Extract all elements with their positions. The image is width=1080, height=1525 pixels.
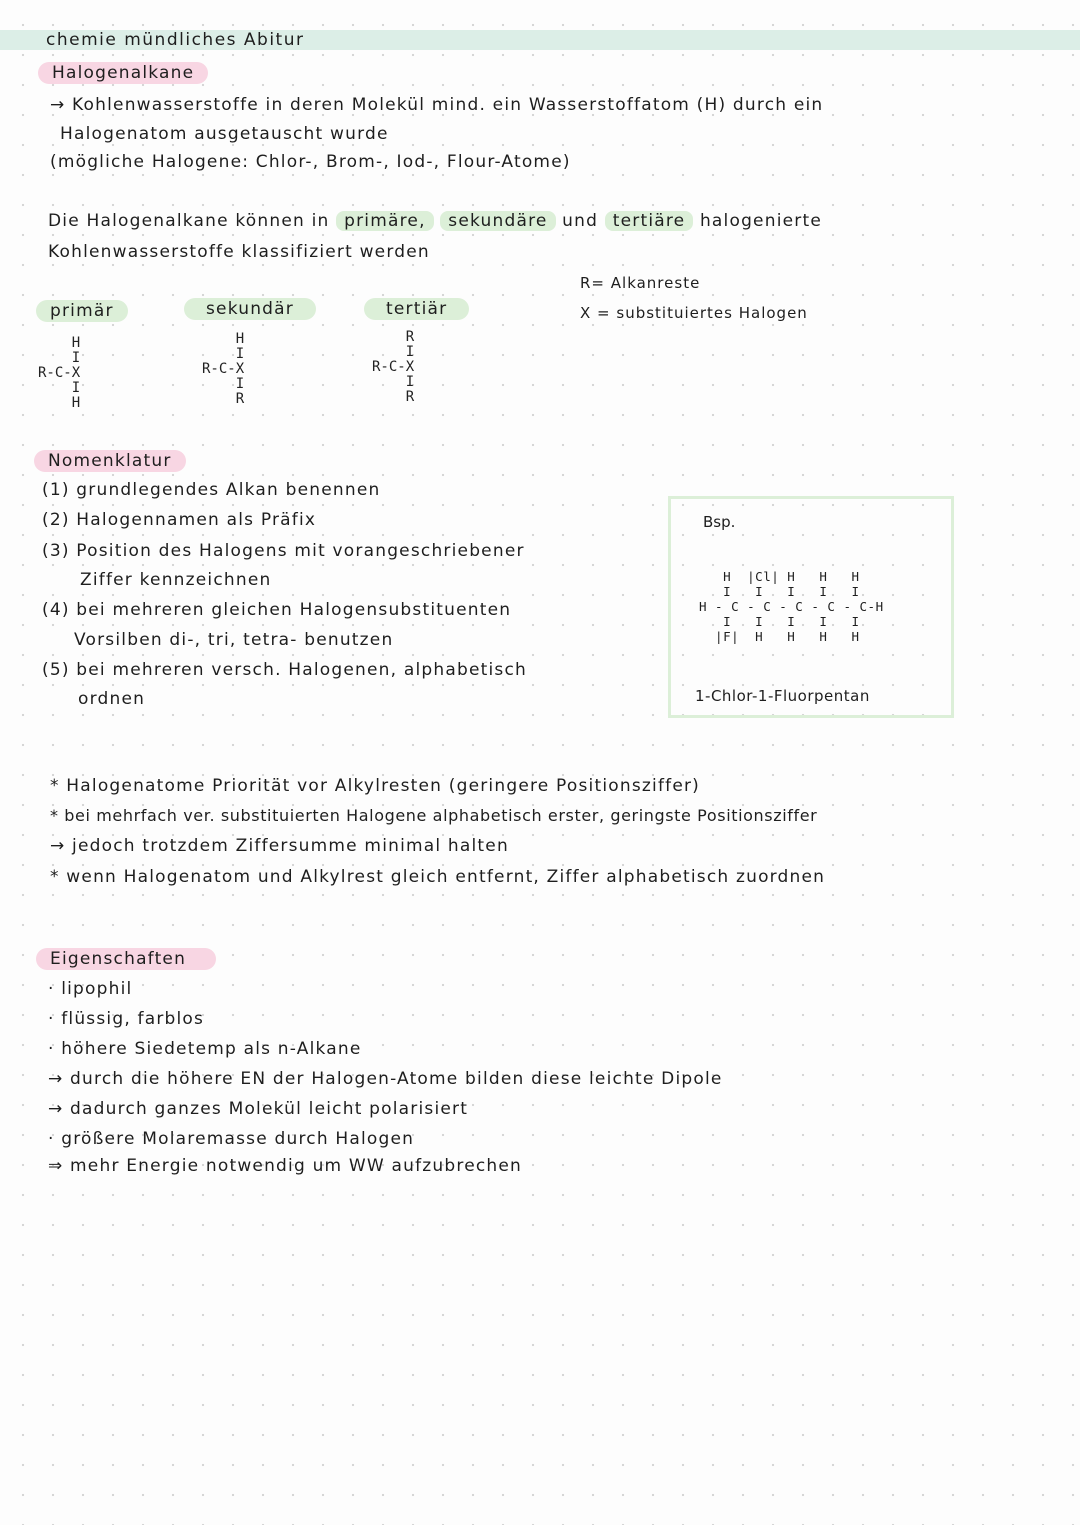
nomenklatur-step: (3) Position des Halogens mit vorangeschriebener — [42, 541, 525, 561]
example-formula-text: H |Cl| H H H I I I I I H - C - C - C - C - C-H I I I I I |F| H H H H — [699, 569, 884, 644]
nomenklatur-step: ordnen — [78, 689, 146, 709]
heading-eigenschaften: Eigenschaften — [36, 948, 216, 970]
label-tertiaer: tertiär — [364, 298, 469, 320]
eigenschaften-item: → dadurch ganzes Molekül leicht polarisiert — [48, 1099, 469, 1119]
nomenklatur-step: (2) Halogennamen als Präfix — [42, 510, 317, 530]
nomenklatur-rule: * wenn Halogenatom und Alkylrest gleich entfernt, Ziffer alphabetisch zuordnen — [50, 867, 826, 887]
formula-primaer-text: H I R-C-X I H — [38, 335, 81, 411]
example-name: 1-Chlor-1-Fluorpentan — [695, 687, 870, 705]
example-formula — [699, 569, 884, 644]
nomenklatur-step: (5) bei mehreren versch. Halogenen, alphabetisch — [42, 660, 528, 680]
class-primaere: primäre, — [336, 211, 434, 231]
heading-nomenklatur: Nomenklatur — [34, 450, 186, 472]
formula-tertiaer-text: R I R-C-X I R — [372, 329, 415, 405]
label-sekundaer: sekundär — [184, 298, 316, 320]
formula-primaer — [38, 336, 80, 411]
label-primaer: primär — [36, 300, 128, 322]
definition-line-2: Halogenatom ausgetauscht wurde — [60, 124, 389, 144]
formula-sekundaer — [202, 332, 244, 407]
example-box — [668, 496, 954, 718]
nomenklatur-step: Ziffer kennzeichnen — [80, 570, 272, 590]
class-sekundaere: sekundäre — [440, 211, 555, 231]
legend-r: R= Alkanreste — [580, 274, 701, 292]
nomenklatur-step: (1) grundlegendes Alkan benennen — [42, 480, 381, 500]
eigenschaften-item: · höhere Siedetemp als n-Alkane — [48, 1039, 362, 1059]
classification-line-2: Kohlenwasserstoffe klassifiziert werden — [48, 242, 430, 262]
eigenschaften-item: · lipophil — [48, 979, 133, 999]
formula-tertiaer — [372, 330, 414, 405]
page-title: chemie mündliches Abitur — [46, 30, 305, 50]
nomenklatur-step: Vorsilben di-, tri, tetra- benutzen — [74, 630, 394, 650]
classification-post: halogenierte — [699, 211, 822, 231]
classification-pre: Die Halogenalkane können in — [48, 211, 330, 231]
eigenschaften-item: ⇒ mehr Energie notwendig um WW aufzubrechen — [48, 1156, 523, 1176]
classification-line-1 — [48, 211, 822, 231]
definition-line-3: (mögliche Halogene: Chlor-, Brom-, Iod-, Flour-Atome) — [50, 152, 571, 172]
eigenschaften-item: · flüssig, farblos — [48, 1009, 205, 1029]
heading-halogenalkane: Halogenalkane — [38, 62, 208, 84]
eigenschaften-item: · größere Molaremasse durch Halogen — [48, 1129, 415, 1149]
example-label: Bsp. — [703, 513, 736, 531]
nomenklatur-rule: → jedoch trotzdem Ziffersumme minimal halten — [50, 836, 509, 856]
class-tertiaere: tertiäre — [605, 211, 694, 231]
class-und: und — [562, 211, 599, 231]
legend-x: X = substituiertes Halogen — [580, 304, 808, 322]
formula-sekundaer-text: H I R-C-X I R — [202, 331, 245, 407]
definition-line-1: → Kohlenwasserstoffe in deren Molekül mind. ein Wasserstoffatom (H) durch ein — [50, 95, 824, 115]
nomenklatur-rule: * Halogenatome Priorität vor Alkylresten (geringere Positionsziffer) — [50, 776, 700, 796]
nomenklatur-step: (4) bei mehreren gleichen Halogensubstituenten — [42, 600, 512, 620]
eigenschaften-item: → durch die höhere EN der Halogen-Atome bilden diese leichte Dipole — [48, 1069, 723, 1089]
nomenklatur-rule: * bei mehrfach ver. substituierten Halogene alphabetisch erster, geringste Positionsziffer — [50, 806, 818, 825]
